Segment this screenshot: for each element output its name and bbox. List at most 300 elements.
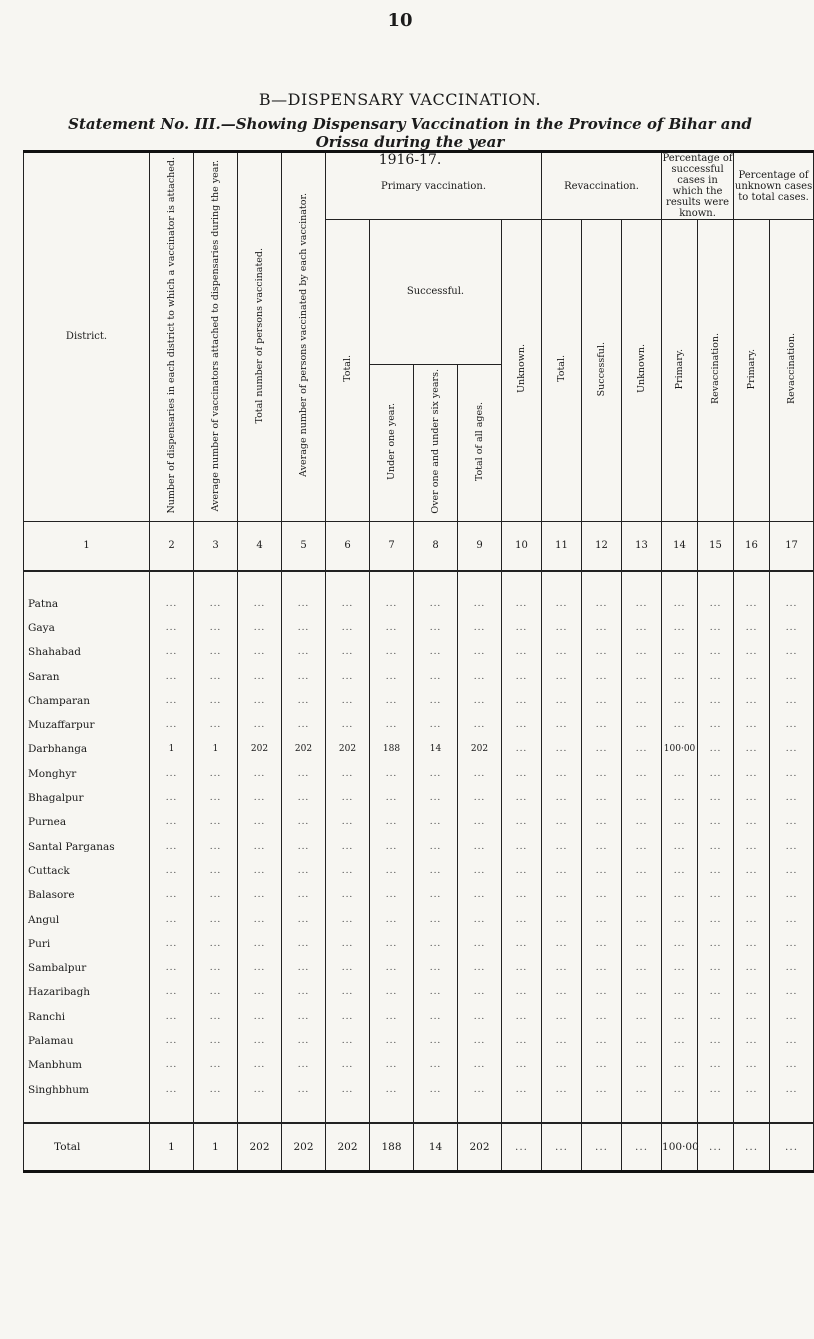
district-name: Bhagalpur: [24, 786, 150, 810]
table-cell: ...: [662, 616, 698, 640]
table-cell: ...: [734, 592, 770, 616]
spacer-cell: [502, 1102, 542, 1123]
table-cell: ...: [194, 762, 238, 786]
table-cell: ...: [698, 907, 734, 931]
total-cell: ...: [734, 1123, 770, 1172]
spacer-cell: [542, 1102, 582, 1123]
table-cell: ...: [370, 689, 414, 713]
table-cell: ...: [238, 980, 282, 1004]
table-cell: ...: [770, 1077, 814, 1101]
table-cell: ...: [282, 883, 326, 907]
table-cell: ...: [502, 592, 542, 616]
table-cell: ...: [770, 689, 814, 713]
table-cell: ...: [622, 664, 662, 688]
table-cell: ...: [502, 883, 542, 907]
spacer-cell: [194, 571, 238, 592]
table-cell: ...: [414, 664, 458, 688]
table-cell: ...: [326, 835, 370, 859]
table-row: [24, 737, 814, 761]
table-cell: ...: [582, 762, 622, 786]
table-cell: ...: [414, 762, 458, 786]
header-avg-vaccinators: Average number of vaccinators attached to dispensaries during the year.: [194, 152, 238, 522]
district-name: Manbhum: [24, 1053, 150, 1077]
table-cell: 1: [194, 737, 238, 761]
table-cell: ...: [150, 689, 194, 713]
table-cell: ...: [326, 1053, 370, 1077]
table-cell: ...: [542, 883, 582, 907]
district-name: Ranchi: [24, 1005, 150, 1029]
total-cell: ...: [622, 1123, 662, 1172]
table-row: [24, 689, 814, 713]
table-cell: ...: [662, 1077, 698, 1101]
table-cell: ...: [770, 616, 814, 640]
table-cell: ...: [698, 1077, 734, 1101]
table-cell: ...: [150, 1053, 194, 1077]
table-cell: 202: [282, 737, 326, 761]
table-cell: ...: [734, 786, 770, 810]
table-cell: ...: [662, 932, 698, 956]
total-cell: ...: [542, 1123, 582, 1172]
table-cell: ...: [150, 932, 194, 956]
table-cell: ...: [698, 762, 734, 786]
table-cell: ...: [622, 762, 662, 786]
table-cell: ...: [238, 835, 282, 859]
table-cell: ...: [414, 1077, 458, 1101]
table-cell: ...: [770, 835, 814, 859]
table-cell: ...: [238, 907, 282, 931]
district-name: Hazaribagh: [24, 980, 150, 1004]
table-cell: ...: [458, 762, 502, 786]
table-cell: ...: [414, 786, 458, 810]
table-cell: ...: [194, 1005, 238, 1029]
table-row: [24, 980, 814, 1004]
table-row: [24, 640, 814, 664]
total-cell: 1: [194, 1123, 238, 1172]
table-cell: ...: [662, 786, 698, 810]
table-cell: ...: [698, 713, 734, 737]
table-cell: ...: [414, 1029, 458, 1053]
table-cell: ...: [150, 762, 194, 786]
table-cell: ...: [698, 1053, 734, 1077]
table-cell: ...: [622, 859, 662, 883]
table-cell: ...: [326, 786, 370, 810]
table-cell: ...: [770, 859, 814, 883]
table-cell: ...: [698, 980, 734, 1004]
table-cell: ...: [770, 640, 814, 664]
table-cell: ...: [698, 737, 734, 761]
total-cell: 202: [458, 1123, 502, 1172]
column-number: 14: [662, 521, 698, 571]
table-cell: ...: [458, 592, 502, 616]
table-row: [24, 932, 814, 956]
table-cell: ...: [326, 616, 370, 640]
table-cell: ...: [326, 1029, 370, 1053]
spacer-cell: [238, 1102, 282, 1123]
spacer-cell: [414, 1102, 458, 1123]
table-cell: ...: [326, 1005, 370, 1029]
table-cell: ...: [326, 980, 370, 1004]
table-cell: ...: [698, 1005, 734, 1029]
district-name: Saran: [24, 664, 150, 688]
table-cell: ...: [502, 1053, 542, 1077]
table-cell: ...: [194, 713, 238, 737]
table-cell: 202: [238, 737, 282, 761]
table-cell: ...: [582, 956, 622, 980]
table-cell: ...: [502, 640, 542, 664]
header-pct-revaccination: Revaccination.: [698, 220, 734, 522]
table-cell: ...: [458, 689, 502, 713]
table-cell: ...: [502, 664, 542, 688]
table-cell: ...: [734, 713, 770, 737]
table-cell: ...: [150, 980, 194, 1004]
table-cell: ...: [770, 786, 814, 810]
table-cell: ...: [458, 664, 502, 688]
table-cell: ...: [542, 737, 582, 761]
table-cell: ...: [734, 835, 770, 859]
column-number: 10: [502, 521, 542, 571]
table-cell: ...: [414, 932, 458, 956]
table-cell: ...: [370, 1029, 414, 1053]
table-cell: ...: [238, 956, 282, 980]
table-cell: ...: [582, 664, 622, 688]
dispensary-vaccination-table: [23, 150, 814, 1173]
column-number: 15: [698, 521, 734, 571]
table-cell: ...: [582, 1077, 622, 1101]
table-cell: ...: [622, 1029, 662, 1053]
table-cell: ...: [502, 810, 542, 834]
table-cell: ...: [458, 859, 502, 883]
table-cell: ...: [282, 980, 326, 1004]
spacer-cell: [770, 1102, 814, 1123]
table-row: [24, 762, 814, 786]
table-cell: ...: [414, 810, 458, 834]
table-cell: ...: [150, 835, 194, 859]
table-cell: ...: [542, 640, 582, 664]
table-cell: ...: [370, 640, 414, 664]
table-cell: ...: [622, 907, 662, 931]
table-cell: ...: [370, 907, 414, 931]
table-cell: ...: [326, 859, 370, 883]
column-number: 17: [770, 521, 814, 571]
header-revaccination: Revaccination.: [542, 152, 662, 220]
spacer-cell: [282, 571, 326, 592]
table-cell: ...: [662, 907, 698, 931]
table-cell: ...: [698, 592, 734, 616]
table-cell: ...: [458, 835, 502, 859]
spacer-cell: [662, 571, 698, 592]
table-cell: ...: [770, 762, 814, 786]
table-cell: ...: [582, 640, 622, 664]
column-number: 5: [282, 521, 326, 571]
spacer-cell: [150, 571, 194, 592]
spacer-cell: [458, 1102, 502, 1123]
total-row: [24, 1123, 814, 1172]
table-cell: ...: [662, 689, 698, 713]
table-cell: ...: [370, 786, 414, 810]
table-cell: ...: [414, 616, 458, 640]
table-cell: ...: [582, 737, 622, 761]
table-cell: ...: [238, 713, 282, 737]
column-number: 8: [414, 521, 458, 571]
table-cell: ...: [734, 616, 770, 640]
table-cell: ...: [282, 932, 326, 956]
table-cell: ...: [414, 1053, 458, 1077]
table-cell: ...: [502, 713, 542, 737]
table-cell: ...: [238, 689, 282, 713]
table-cell: ...: [662, 956, 698, 980]
table-cell: ...: [194, 932, 238, 956]
table-cell: ...: [582, 883, 622, 907]
table-cell: ...: [370, 762, 414, 786]
total-cell: 202: [326, 1123, 370, 1172]
table-cell: ...: [542, 810, 582, 834]
table-cell: ...: [194, 883, 238, 907]
column-number: 2: [150, 521, 194, 571]
spacer-cell: [662, 1102, 698, 1123]
table-cell: ...: [326, 592, 370, 616]
spacer-cell: [24, 571, 150, 592]
table-cell: ...: [734, 664, 770, 688]
table-cell: ...: [542, 713, 582, 737]
spacer-cell: [502, 571, 542, 592]
total-cell: ...: [698, 1123, 734, 1172]
table-cell: ...: [662, 640, 698, 664]
total-cell: 202: [238, 1123, 282, 1172]
header-num-dispensaries: Number of dispensaries in each district to which a vaccinator is attached.: [150, 152, 194, 522]
table-cell: ...: [238, 592, 282, 616]
table-cell: ...: [622, 737, 662, 761]
table-cell: ...: [770, 956, 814, 980]
table-cell: ...: [194, 616, 238, 640]
district-name: Champaran: [24, 689, 150, 713]
column-number: 13: [622, 521, 662, 571]
table-row: [24, 664, 814, 688]
column-number: 12: [582, 521, 622, 571]
table-cell: ...: [542, 689, 582, 713]
header-all-ages: Total of all ages.: [458, 364, 502, 521]
spacer-cell: [698, 1102, 734, 1123]
table-cell: ...: [150, 956, 194, 980]
table-cell: ...: [502, 786, 542, 810]
table-cell: ...: [370, 835, 414, 859]
total-cell: 14: [414, 1123, 458, 1172]
table-cell: ...: [370, 664, 414, 688]
spacer-cell: [414, 571, 458, 592]
table-cell: ...: [326, 762, 370, 786]
table-cell: ...: [414, 835, 458, 859]
table-cell: ...: [698, 689, 734, 713]
table-cell: ...: [414, 713, 458, 737]
table-cell: ...: [502, 1005, 542, 1029]
district-name: Darbhanga: [24, 737, 150, 761]
table-cell: ...: [194, 956, 238, 980]
table-cell: ...: [698, 859, 734, 883]
total-cell: 188: [370, 1123, 414, 1172]
district-name: Singhbhum: [24, 1077, 150, 1101]
table-cell: ...: [770, 980, 814, 1004]
table-cell: ...: [282, 1029, 326, 1053]
table-cell: ...: [458, 1077, 502, 1101]
table-row: [24, 786, 814, 810]
table-cell: ...: [458, 713, 502, 737]
table-cell: ...: [414, 1005, 458, 1029]
table-cell: ...: [622, 1077, 662, 1101]
table-cell: ...: [662, 664, 698, 688]
table-cell: ...: [770, 664, 814, 688]
table-cell: ...: [502, 932, 542, 956]
table-cell: ...: [770, 883, 814, 907]
table-cell: ...: [458, 907, 502, 931]
table-cell: ...: [542, 786, 582, 810]
table-cell: ...: [662, 1029, 698, 1053]
table-cell: ...: [238, 664, 282, 688]
table-cell: ...: [582, 980, 622, 1004]
table-cell: ...: [582, 1005, 622, 1029]
spacer-cell: [582, 1102, 622, 1123]
table-cell: ...: [414, 859, 458, 883]
statement-title-text: Statement No. III.—Showing Dispensary Vaccination in the Province of Bihar and Orissa during the year: [68, 115, 752, 151]
table-cell: ...: [542, 592, 582, 616]
table-cell: ...: [582, 592, 622, 616]
table-cell: ...: [370, 859, 414, 883]
total-cell: ...: [582, 1123, 622, 1172]
table-cell: ...: [238, 810, 282, 834]
table-cell: ...: [698, 883, 734, 907]
table-cell: ...: [622, 980, 662, 1004]
table-row: [24, 956, 814, 980]
district-name: Gaya: [24, 616, 150, 640]
page-number: 10: [387, 10, 413, 31]
spacer-cell: [150, 1102, 194, 1123]
district-name: Muzaffarpur: [24, 713, 150, 737]
table-cell: ...: [542, 907, 582, 931]
table-cell: ...: [194, 689, 238, 713]
table-cell: ...: [194, 980, 238, 1004]
table-row: [24, 1053, 814, 1077]
table-cell: ...: [622, 640, 662, 664]
table-cell: 202: [326, 737, 370, 761]
table-cell: 14: [414, 737, 458, 761]
table-cell: 202: [458, 737, 502, 761]
table-row: [24, 1005, 814, 1029]
header-total-persons: Total number of persons vaccinated.: [238, 152, 282, 522]
table-cell: ...: [370, 932, 414, 956]
table-cell: ...: [282, 592, 326, 616]
table-cell: ...: [370, 1077, 414, 1101]
table-cell: ...: [282, 835, 326, 859]
table-cell: ...: [238, 616, 282, 640]
spacer-cell: [282, 1102, 326, 1123]
table-cell: ...: [282, 859, 326, 883]
table-cell: 1: [150, 737, 194, 761]
table-cell: ...: [282, 616, 326, 640]
table-cell: ...: [282, 956, 326, 980]
table-row: [24, 883, 814, 907]
column-numbers-row: [24, 521, 814, 571]
table-cell: ...: [150, 786, 194, 810]
district-name: Angul: [24, 907, 150, 931]
table-cell: ...: [622, 883, 662, 907]
column-number: 16: [734, 521, 770, 571]
table-cell: ...: [150, 1029, 194, 1053]
table-cell: ...: [582, 1029, 622, 1053]
table-cell: ...: [370, 1053, 414, 1077]
table-cell: ...: [282, 689, 326, 713]
table-cell: ...: [662, 1053, 698, 1077]
table-cell: ...: [582, 616, 622, 640]
spacer-cell: [370, 1102, 414, 1123]
table-cell: ...: [370, 956, 414, 980]
table-cell: ...: [370, 810, 414, 834]
spacer-cell: [238, 571, 282, 592]
table-cell: ...: [622, 592, 662, 616]
table-cell: ...: [582, 1053, 622, 1077]
table-cell: ...: [282, 640, 326, 664]
table-cell: ...: [698, 1029, 734, 1053]
district-name: Purnea: [24, 810, 150, 834]
spacer-cell: [24, 1102, 150, 1123]
table-cell: ...: [414, 640, 458, 664]
district-name: Patna: [24, 592, 150, 616]
table-cell: ...: [622, 689, 662, 713]
table-cell: ...: [282, 1053, 326, 1077]
spacer-cell: [622, 571, 662, 592]
table-cell: ...: [734, 640, 770, 664]
table-cell: ...: [370, 980, 414, 1004]
table-cell: ...: [662, 859, 698, 883]
statement-year: 1916-17.: [378, 152, 442, 168]
table-cell: ...: [194, 592, 238, 616]
table-cell: ...: [238, 1077, 282, 1101]
header-district: District.: [24, 152, 150, 522]
spacer-cell: [734, 1102, 770, 1123]
table-cell: ...: [542, 664, 582, 688]
column-number: 11: [542, 521, 582, 571]
table-cell: ...: [502, 980, 542, 1004]
column-number: 9: [458, 521, 502, 571]
table-cell: ...: [542, 1005, 582, 1029]
spacer-cell: [582, 571, 622, 592]
table-cell: ...: [194, 786, 238, 810]
table-cell: ...: [282, 1077, 326, 1101]
table-cell: ...: [370, 713, 414, 737]
table-cell: ...: [770, 810, 814, 834]
header-unk-revaccination: Revaccination.: [770, 220, 814, 522]
table-cell: ...: [150, 592, 194, 616]
header-rev-successful: Successful.: [582, 220, 622, 522]
table-cell: ...: [622, 1005, 662, 1029]
table-cell: ...: [734, 932, 770, 956]
district-name: Balasore: [24, 883, 150, 907]
table-cell: ...: [734, 980, 770, 1004]
table-cell: ...: [194, 859, 238, 883]
header-rev-total: Total.: [542, 220, 582, 522]
table-cell: ...: [194, 810, 238, 834]
table-cell: ...: [698, 835, 734, 859]
table-cell: ...: [194, 907, 238, 931]
table-row: [24, 592, 814, 616]
table-cell: ...: [770, 1053, 814, 1077]
table-cell: ...: [282, 810, 326, 834]
table-cell: ...: [502, 689, 542, 713]
spacer-cell: [194, 1102, 238, 1123]
header-under-one: Under one year.: [370, 364, 414, 521]
table-cell: ...: [458, 980, 502, 1004]
table-cell: ...: [414, 980, 458, 1004]
table-cell: ...: [282, 907, 326, 931]
district-name: Sambalpur: [24, 956, 150, 980]
spacer-cell: [370, 571, 414, 592]
